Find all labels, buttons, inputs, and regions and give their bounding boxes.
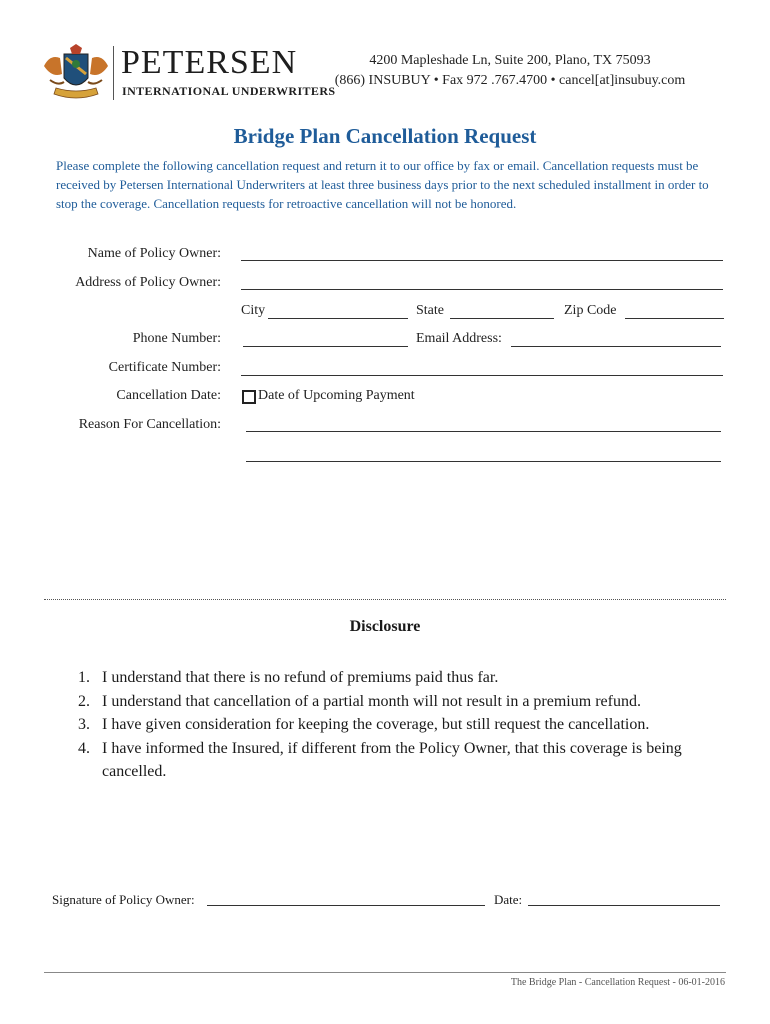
- disclosure-title: Disclosure: [349, 618, 421, 635]
- city-field[interactable]: [268, 318, 408, 319]
- upcoming-payment-label: Date of Upcoming Payment: [258, 388, 415, 403]
- list-number: 1.: [78, 669, 90, 686]
- company-address: 4200 Mapleshade Ln, Suite 200, Plano, TX 75093: [369, 53, 651, 68]
- list-item: [78, 713, 698, 737]
- reason-label: Reason For Cancellation:: [78, 417, 221, 432]
- crest-logo-icon: [40, 44, 112, 106]
- address-label: Address of Policy Owner:: [75, 275, 221, 290]
- phone-field[interactable]: [243, 346, 408, 347]
- list-text: I have informed the Insured, if different from the Policy Owner, that this coverage is being cancelled.: [102, 739, 682, 780]
- brand-name: PETERSEN: [121, 44, 298, 81]
- reason-field-line-2[interactable]: [246, 461, 721, 462]
- address-field[interactable]: [241, 289, 723, 290]
- email-field[interactable]: [511, 346, 721, 347]
- footer-divider: [44, 972, 726, 973]
- list-text: I have given consideration for keeping the coverage, but still request the cancellation.: [102, 716, 650, 733]
- brand-subtitle: INTERNATIONAL UNDERWRITERS: [122, 84, 336, 98]
- state-field[interactable]: [450, 318, 554, 319]
- state-label: State: [416, 303, 444, 318]
- name-label: Name of Policy Owner:: [87, 246, 221, 261]
- zip-field[interactable]: [625, 318, 724, 319]
- list-number: 3.: [78, 716, 90, 733]
- list-item: [78, 666, 698, 690]
- list-text: I understand that cancellation of a partial month will not result in a premium refund.: [102, 692, 641, 710]
- reason-field-line-1[interactable]: [246, 431, 721, 432]
- certificate-field[interactable]: [241, 375, 723, 376]
- list-item: [78, 737, 698, 784]
- signature-field[interactable]: [207, 905, 485, 906]
- email-label: Email Address:: [416, 331, 502, 346]
- signature-date-field[interactable]: [528, 905, 720, 906]
- cancel-date-label: Cancellation Date:: [116, 388, 221, 403]
- signature-label: Signature of Policy Owner:: [52, 892, 195, 907]
- upcoming-payment-checkbox[interactable]: [242, 390, 256, 404]
- list-number: 2.: [78, 692, 90, 710]
- section-divider: [44, 599, 726, 600]
- page-title: Bridge Plan Cancellation Request: [233, 124, 537, 148]
- certificate-label: Certificate Number:: [108, 360, 221, 375]
- list-item: [78, 690, 698, 714]
- logo-divider: [113, 46, 114, 100]
- phone-label: Phone Number:: [132, 331, 221, 346]
- disclosure-list: [78, 666, 698, 784]
- list-number: 4.: [78, 739, 90, 757]
- company-contact: (866) INSUBUY • Fax 972 .767.4700 • cancel[at]insubuy.com: [334, 73, 686, 88]
- intro-text: Please complete the following cancellation request and return it to our office by fax or email. Cancellation requests must be received by Petersen International Underwriters at least three business days prior to the next scheduled installment in order to stop the coverage. Cancellation requests for retroactive cancellation will not be honored.: [56, 158, 709, 211]
- name-field[interactable]: [241, 260, 723, 261]
- city-label: City: [241, 303, 266, 318]
- signature-date-label: Date:: [494, 892, 523, 907]
- zip-label: Zip Code: [564, 303, 617, 318]
- footer-text: The Bridge Plan - Cancellation Request - 06-01-2016: [510, 977, 725, 988]
- list-text: I understand that there is no refund of premiums paid thus far.: [102, 669, 499, 686]
